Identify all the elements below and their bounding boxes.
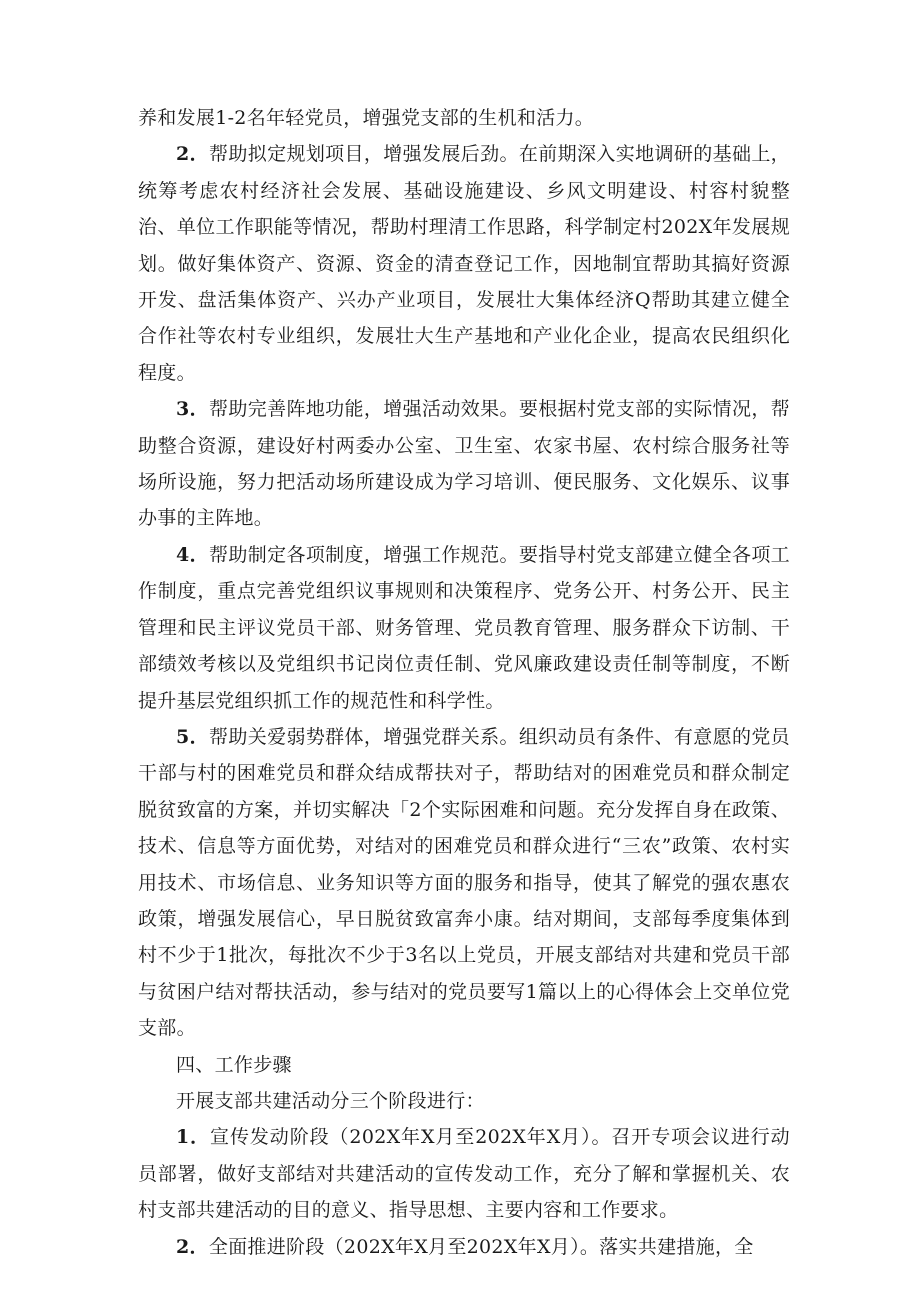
paragraph-4 [138, 537, 790, 719]
paragraph-number: 2． [176, 143, 209, 166]
paragraph-number: 2． [176, 1235, 209, 1258]
paragraph-7 [138, 1083, 790, 1119]
paragraph-number: 3． [176, 398, 209, 421]
paragraph-text: 帮助制定各项制度，增强工作规范。要指导村党支部建立健全各项工作制度，重点完善党组织议事规则和决策程序、党务公开、村务公开、民主管理和民主评议党员干部、财务管理、党员教育管理、服务群众下访制、干部绩效考核以及党组织书记岗位责任制、党风廉政建设责任制等制度，不断提升基层党组织抓工作的规范性和科学性。 [138, 543, 790, 712]
document-body [138, 100, 790, 1265]
paragraph-2 [138, 136, 790, 391]
paragraph-text: 帮助拟定规划项目，增强发展后劲。在前期深入实地调研的基础上，统筹考虑农村经济社会发展、基础设施建设、乡风文明建设、村容村貌整治、单位工作职能等情况，帮助村理清工作思路，科学制定村202X年发展规划。做好集体资产、资源、资金的清查登记工作，因地制宜帮助其搞好资源开发、盘活集体资产、兴办产业项目，发展壮大集体经济Q帮助其建立健全合作社等农村专业组织，发展壮大生产基地和产业化企业，提高农民组织化程度。 [138, 143, 790, 384]
paragraph-text: 全面推进阶段（202X年X月至202X年X月）。落实共建措施，全 [208, 1235, 754, 1258]
paragraph-5 [138, 719, 790, 1047]
paragraph-text: 宣传发动阶段（202X年X月至202X年X月）。召开专项会议进行动员部署，做好支部结对共建活动的宣传发动工作，充分了解和掌握机关、农村支部共建活动的目的意义、指导思想、主要内容和工作要求。 [138, 1126, 790, 1222]
paragraph-1 [138, 100, 790, 136]
paragraph-8 [138, 1119, 790, 1228]
paragraph-text: 帮助关爱弱势群体，增强党群关系。组织动员有条件、有意愿的党员干部与村的困难党员和群众结成帮扶对子，帮助结对的困难党员和群众制定脱贫致富的方案，并切实解决「2个实际困难和问题。充分发挥自身在政策、技术、信息等方面优势，对结对的困难党员和群众进行“三农”政策、农村实用技术、市场信息、业务知识等方面的服务和指导，使其了解党的强农惠农政策，增强发展信心，早日脱贫致富奔小康。结对期间，支部每季度集体到村不少于1批次，每批次不少于3名以上党员，开展支部结对共建和党员干部与贫困户结对帮扶活动，参与结对的党员要写1篇以上的心得体会上交单位党支部。 [138, 725, 790, 1040]
paragraph-9 [138, 1229, 790, 1265]
paragraph-text: 开展支部共建活动分三个阶段进行： [176, 1089, 485, 1112]
heading-text: 四、工作步骤 [176, 1053, 292, 1076]
paragraph-number: 5． [176, 725, 209, 748]
paragraph-3 [138, 391, 790, 537]
paragraph-number: 1． [176, 1126, 211, 1149]
paragraph-text: 帮助完善阵地功能，增强活动效果。要根据村党支部的实际情况，帮助整合资源，建设好村两委办公室、卫生室、农家书屋、农村综合服务社等场所设施，努力把活动场所建设成为学习培训、便民服务、文化娱乐、议事办事的主阵地。 [138, 398, 790, 530]
paragraph-number: 4． [176, 543, 209, 566]
section-heading [138, 1047, 790, 1083]
paragraph-text: 养和发展1-2名年轻党员，增强党支部的生机和活力。 [138, 107, 595, 129]
